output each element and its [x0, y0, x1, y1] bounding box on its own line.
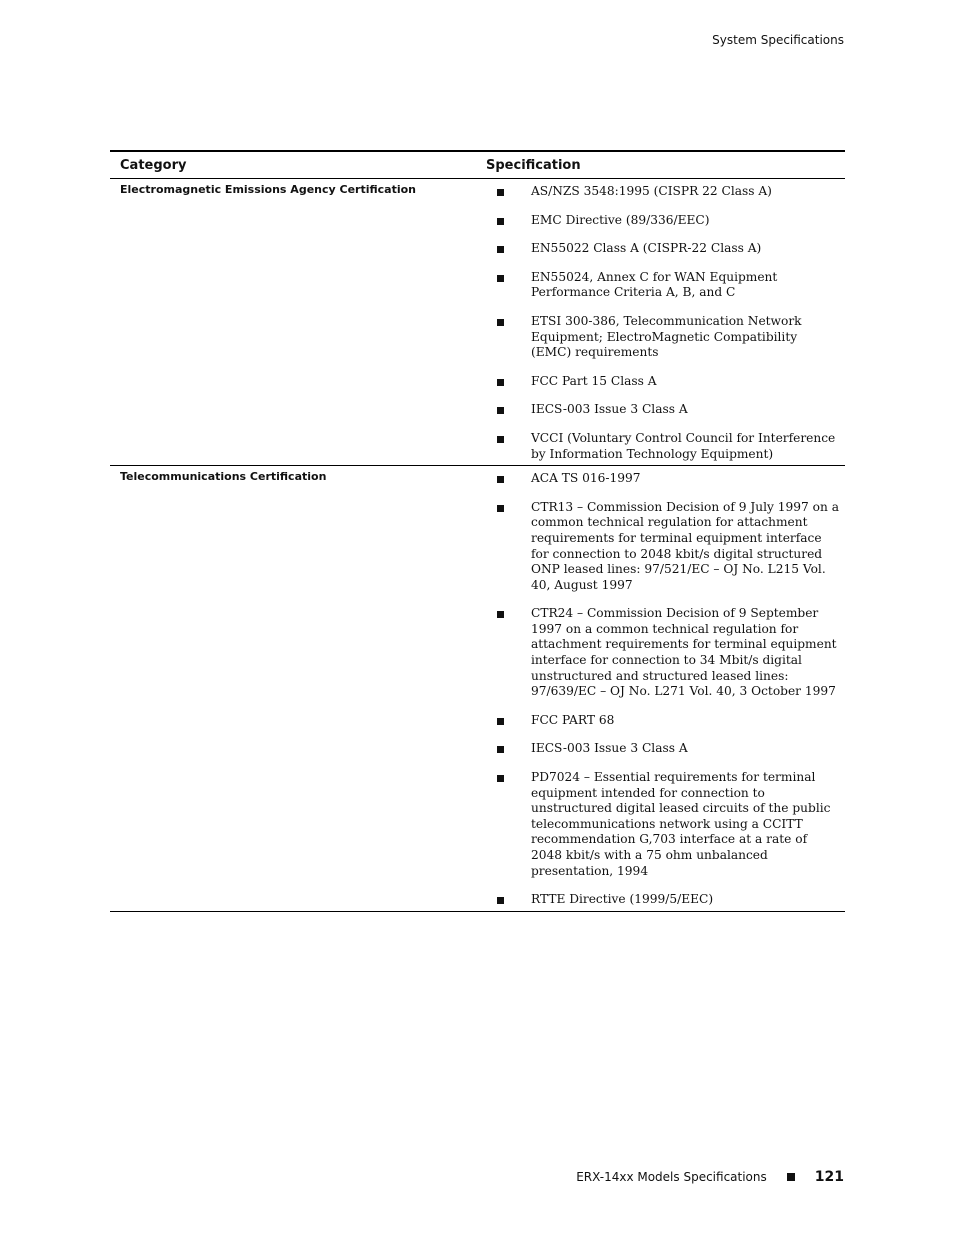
column-header-specification: Specification	[486, 157, 581, 173]
specification-cell	[486, 179, 845, 465]
spec-text: EMC Directive (89/336/EEC)	[531, 212, 710, 227]
spec-text: ETSI 300-386, Telecommunication Network Equipment; ElectroMagnetic Compatibility (EMC) requirements	[531, 313, 802, 360]
spec-text: FCC Part 15 Class A	[531, 373, 657, 388]
square-bullet-icon	[497, 775, 504, 782]
spec-text: FCC PART 68	[531, 712, 615, 727]
footer-doc-title: ERX-14xx Models Specifications	[576, 1170, 767, 1184]
square-bullet-icon	[497, 189, 504, 196]
spec-text: EN55022 Class A (CISPR-22 Class A)	[531, 241, 762, 256]
square-bullet-icon	[497, 436, 504, 443]
square-bullet-icon	[497, 718, 504, 725]
spec-text: VCCI (Voluntary Control Council for Interference by Information Technology Equipment)	[531, 430, 836, 461]
spec-list-item	[486, 471, 845, 487]
spec-text: ACA TS 016-1997	[531, 471, 641, 486]
table-header-row	[110, 152, 845, 179]
square-bullet-icon	[497, 897, 504, 904]
square-bullet-icon	[497, 505, 504, 512]
square-bullet-icon	[497, 746, 504, 753]
spec-text: IECS-003 Issue 3 Class A	[531, 402, 688, 417]
column-header-category: Category	[120, 157, 187, 173]
spec-list-item	[486, 314, 845, 361]
page-footer	[576, 1169, 844, 1185]
square-bullet-icon	[497, 407, 504, 414]
category-cell: Telecommunications Certification	[120, 470, 327, 484]
square-bullet-icon	[497, 379, 504, 386]
spec-text: EN55024, Annex C for WAN Equipment Performance Criteria A, B, and C	[531, 269, 778, 300]
spec-list-item	[486, 892, 845, 908]
spec-list-item	[486, 213, 845, 229]
spec-list-item	[486, 713, 845, 729]
spec-list-item	[486, 500, 845, 594]
spec-list-item	[486, 770, 845, 879]
square-separator-icon	[787, 1173, 795, 1181]
square-bullet-icon	[497, 218, 504, 225]
spec-list-item	[486, 374, 845, 390]
spec-list-item	[486, 270, 845, 301]
spec-list-item	[486, 606, 845, 700]
running-header: System Specifications	[712, 33, 844, 47]
specification-cell	[486, 466, 845, 911]
page-number: 121	[814, 1169, 844, 1185]
square-bullet-icon	[497, 275, 504, 282]
spec-table	[110, 150, 845, 912]
spec-list-item	[486, 431, 845, 462]
spec-list-item	[486, 241, 845, 257]
spec-text: CTR24 – Commission Decision of 9 September 1997 on a common technical regulation for attachment requirements for terminal equipment interface for connection to 34 Mbit/s digital unstructured and structured leased lines: 97/639/EC – OJ No. L271 Vol. 40, 3 October 1997	[531, 606, 837, 699]
spec-list-item	[486, 402, 845, 418]
square-bullet-icon	[497, 246, 504, 253]
spec-text: CTR13 – Commission Decision of 9 July 1997 on a common technical regulation for attachment requirements for terminal equipment interface for connection to 2048 kbit/s digital structured ONP leased lines: 97/521/EC – OJ No. L215 Vol. 40, August 1997	[531, 499, 840, 592]
table-row	[110, 466, 845, 911]
spec-list-item	[486, 184, 845, 200]
category-cell: Electromagnetic Emissions Agency Certification	[120, 183, 417, 196]
spec-text: RTTE Directive (1999/5/EEC)	[531, 892, 714, 907]
spec-list-item	[486, 741, 845, 757]
square-bullet-icon	[497, 319, 504, 326]
spec-text: AS/NZS 3548:1995 (CISPR 22 Class A)	[531, 184, 772, 198]
square-bullet-icon	[497, 611, 504, 618]
spec-text: PD7024 – Essential requirements for terminal equipment intended for connection to unstructured digital leased circuits of the public telecommunications network using a CCITT recommendation G,703 interface at a rate of 2048 kbit/s with a 75 ohm unbalanced presentation, 1994	[531, 770, 831, 878]
spec-text: IECS-003 Issue 3 Class A	[531, 741, 688, 756]
table-row	[110, 179, 845, 466]
square-bullet-icon	[497, 476, 504, 483]
